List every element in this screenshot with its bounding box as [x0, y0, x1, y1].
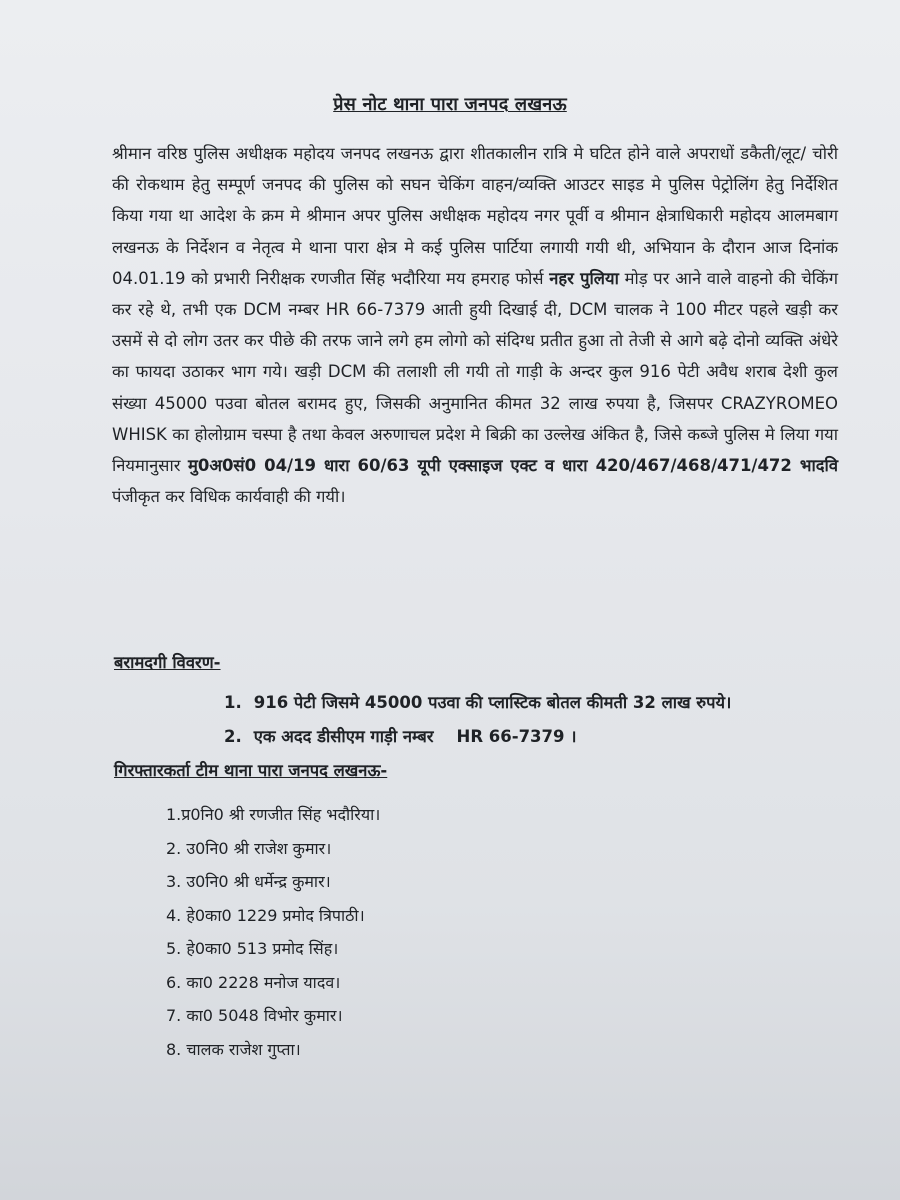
- team-heading: गिरफ्तारकर्ता टीम थाना पारा जनपद लखनऊ-: [114, 761, 388, 780]
- list-item: 2. उ0नि0 श्री राजेश कुमार।: [166, 838, 332, 858]
- paragraph-bold-case: मु0अ0सं0 04/19 धारा 60/63 यूपी एक्साइज एक्ट व धारा 420/467/468/471/472 भादवि: [188, 456, 838, 476]
- page-title: प्रेस नोट थाना पारा जनपद लखनऊ: [333, 94, 567, 115]
- paragraph-part-1: श्रीमान वरिष्ठ पुलिस अधीक्षक महोदय जनपद लखनऊ द्वारा शीतकालीन रात्रि मे घटित होने वाले अपराधों डकैती/लूट/ चोरी की रोकथाम हेतु सम्पूर्ण जनपद की पुलिस को सघन चेकिंग वाहन/व्यक्ति आउटर साइड मे पुलिस पेट्रोलिंग हेतु निर्देशित किया गया था आदेश के क्रम मे श्रीमान अपर पुलिस अधीक्षक महोदय नगर पूर्वी व श्रीमान क्षेत्राधिकारी महोदय आलमबाग लखनऊ के निर्देशन व नेतृत्व मे थाना पारा क्षेत्र मे कई पुलिस पार्टिया लगायी गयी थी, अभियान के दौरान आज दिनांक 04.01.19 को प्रभारी निरीक्षक रणजीत सिंह भदौरिया मय हमराह फोर्स: [112, 144, 838, 288]
- team-list: [166, 798, 380, 1066]
- list-item: 4. हे0का0 1229 प्रमोद त्रिपाठी।: [166, 905, 365, 925]
- paragraph-part-3: पंजीकृत कर विधिक कार्यवाही की गयी।: [112, 487, 346, 507]
- list-item-number: 2.: [224, 727, 242, 746]
- list-item: [224, 686, 731, 720]
- recovery-list: [224, 686, 731, 754]
- recovery-heading: बरामदगी विवरण-: [114, 653, 221, 672]
- list-item: 8. चालक राजेश गुप्ता।: [166, 1039, 301, 1059]
- list-item-text: 916 पेटी जिसमे 45000 पउवा की प्लास्टिक बोतल कीमती 32 लाख रुपये।: [253, 693, 732, 712]
- list-item: 7. का0 5048 विभोर कुमार।: [166, 1006, 343, 1025]
- list-item: [224, 720, 731, 754]
- list-item-number: 1.: [224, 693, 242, 712]
- list-item: 1.प्र0नि0 श्री रणजीत सिंह भदौरिया।: [166, 805, 381, 824]
- paragraph-part-2: मोड़ पर आने वाले वाहनो की चेकिंग कर रहे थे, तभी एक DCM नम्बर HR 66-7379 आती हुयी दिखाई दी, DCM चालक ने 100 मीटर पहले खड़ी कर उसमें से दो लोग उतर कर पीछे की तरफ जाने लगे हम लोगो को संदिग्ध प्रतीत हुआ तो तेजी से आगे बढ़े दोनो व्यक्ति अंधेरे का फायदा उठाकर भाग गये। खड़ी DCM की तलाशी ली गयी तो गाड़ी के अन्दर कुल 916 पेटी अवैध शराब देशी कुल संख्या 45000 पउवा बोतल बरामद हुए, जिसकी अनुमानित कीमत 32 लाख रुपया है, जिसपर CRAZYROMEO WHISK का होलोग्राम चस्पा है तथा केवल अरुणाचल प्रदेश मे बिक्री का उल्लेख अंकित है, जिसे कब्जे पुलिस मे लिया गया नियमानुसार: [112, 268, 839, 476]
- list-item: 3. उ0नि0 श्री धर्मेन्द्र कुमार।: [166, 872, 331, 891]
- list-item: 6. का0 2228 मनोज यादव।: [166, 972, 341, 992]
- press-note-paragraph: [112, 138, 838, 512]
- paragraph-bold-location: नहर पुलिया: [549, 268, 619, 288]
- list-item-text: एक अदद डीसीएम गाड़ी नम्बर HR 66-7379 ।: [253, 727, 577, 746]
- list-item: 5. हे0का0 513 प्रमोद सिंह।: [166, 939, 339, 958]
